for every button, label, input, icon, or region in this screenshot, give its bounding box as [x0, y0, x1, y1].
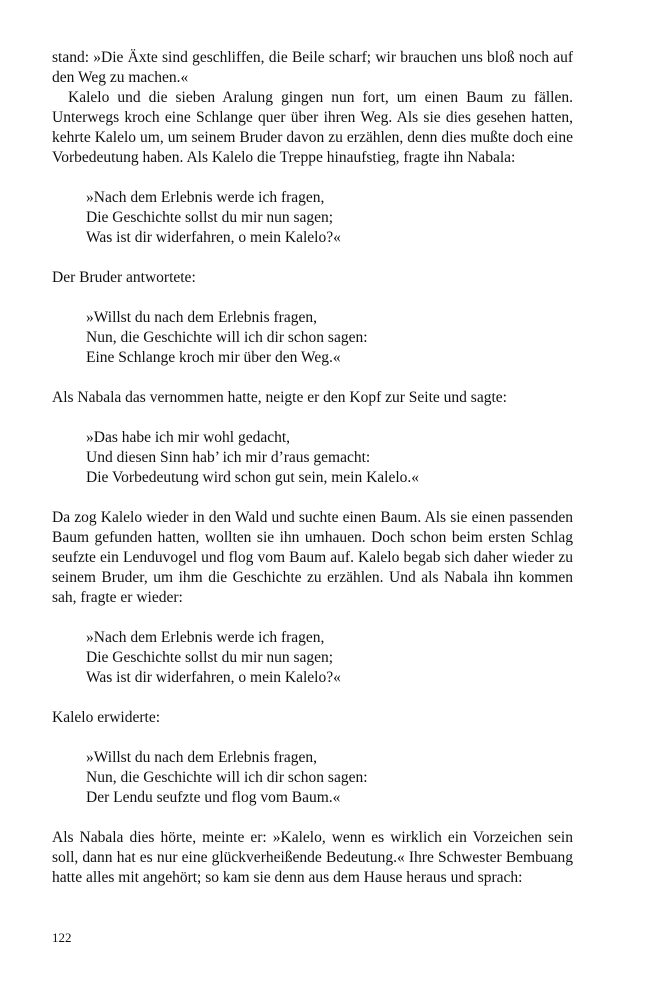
verse-block-2 — [86, 308, 573, 368]
paragraph-3: Der Bruder antwortete: — [52, 269, 196, 286]
verse-line: Die Vorbedeutung wird schon gut sein, mein Kalelo.« — [86, 469, 420, 486]
verse-line: Der Lendu seufzte und flog vom Baum.« — [86, 789, 341, 806]
verse-block-4 — [86, 628, 573, 688]
verse-line: Was ist dir widerfahren, o mein Kalelo?« — [86, 229, 341, 246]
verse-line: Eine Schlange kroch mir über den Weg.« — [86, 349, 341, 366]
verse-line: »Das habe ich mir wohl gedacht, — [86, 429, 291, 446]
verse-line: Die Geschichte sollst du mir nun sagen; — [86, 209, 334, 226]
paragraph-2: Kalelo und die sieben Aralung gingen nun fort, um einen Baum zu fällen. Unterwegs kroch eine Schlange quer über ihren Weg. Als sie dies gesehen hatten, kehrte Kalelo um, um seinem Bruder davon zu erzählen, denn dies mußte doch eine Vorbedeutung haben. Als Kalelo die Treppe hinaufstieg, fragte ihn Nabala: — [52, 89, 573, 166]
verse-line: »Willst du nach dem Erlebnis fragen, — [86, 749, 317, 766]
page-body — [52, 48, 573, 888]
paragraph-5: Da zog Kalelo wieder in den Wald und suchte einen Baum. Als sie einen passenden Baum gefunden hatten, wollten sie ihn umhauen. Doch schon beim ersten Schlag seufzte ein Lenduvogel und flog vom Baum auf. Kalelo begab sich daher wieder zu seinem Bruder, um ihm die Geschichte zu erzählen. Und als Nabala ihn kommen sah, fragte er wieder: — [52, 509, 573, 606]
paragraph-4: Als Nabala das vernommen hatte, neigte er den Kopf zur Seite und sagte: — [52, 389, 507, 406]
paragraph-6: Kalelo erwiderte: — [52, 709, 161, 726]
verse-line: »Nach dem Erlebnis werde ich fragen, — [86, 189, 325, 206]
verse-line: Und diesen Sinn hab’ ich mir d’raus gemacht: — [86, 449, 371, 466]
verse-line: Nun, die Geschichte will ich dir schon sagen: — [86, 329, 368, 346]
page-number: 122 — [52, 930, 72, 945]
verse-line: Nun, die Geschichte will ich dir schon sagen: — [86, 769, 368, 786]
verse-line: »Willst du nach dem Erlebnis fragen, — [86, 309, 317, 326]
verse-line: Die Geschichte sollst du mir nun sagen; — [86, 649, 334, 666]
paragraph-7: Als Nabala dies hörte, meinte er: »Kalelo, wenn es wirklich ein Vorzeichen sein soll, dann hat es nur eine glückverheißende Bedeutung.« Ihre Schwester Bembuang hatte alles mit angehört; so kam sie denn aus dem Hause heraus und sprach: — [52, 829, 573, 886]
verse-block-1 — [86, 188, 573, 248]
paragraph-1: stand: »Die Äxte sind geschliffen, die Beile scharf; wir brauchen uns bloß noch auf den Weg zu machen.« — [52, 49, 573, 86]
verse-line: Was ist dir widerfahren, o mein Kalelo?« — [86, 669, 341, 686]
verse-line: »Nach dem Erlebnis werde ich fragen, — [86, 629, 325, 646]
verse-block-3 — [86, 428, 573, 488]
verse-block-5 — [86, 748, 573, 808]
